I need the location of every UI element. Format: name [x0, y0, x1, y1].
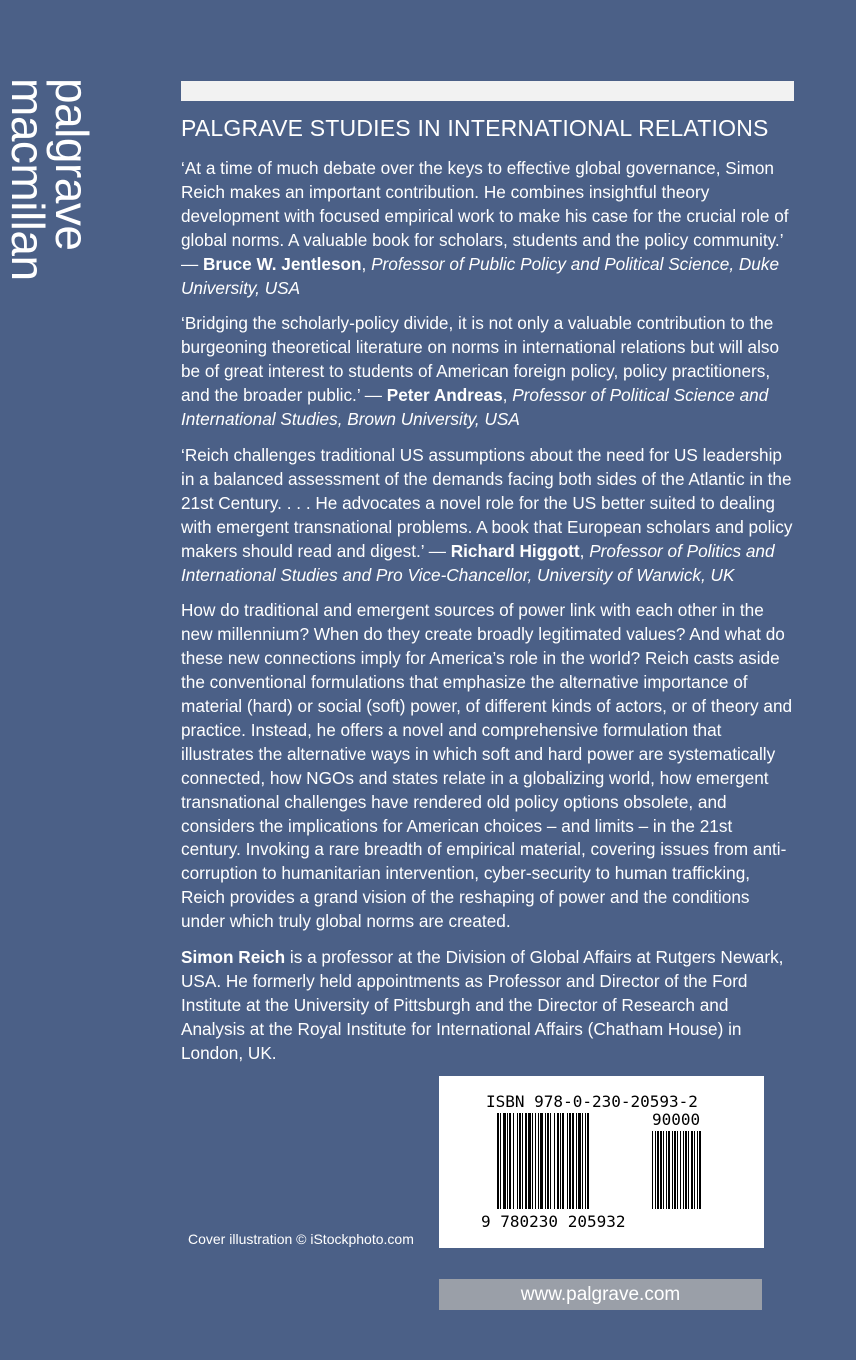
blurb-quote: ‘At a time of much debate over the keys to effective global governance, Simon Reich makes an important contribution. He combines insightful theory development with focused empirical work to make his case for the crucial role of global norms. A valuable book for scholars, students and the policy community.’ — — [181, 158, 789, 274]
website-url[interactable]: www.palgrave.com — [439, 1279, 762, 1310]
blurb-author: Peter Andreas — [386, 385, 503, 406]
barcode-box — [439, 1076, 764, 1248]
top-bar — [181, 81, 794, 101]
blurb-author: Richard Higgott — [450, 540, 580, 561]
author-bio-text: is a professor at the Division of Global Affairs at Rutgers Newark, USA. He formerly held appointments as Professor and Director of the Ford Institute at the University of Pittsburgh and the Director of Research and Analysis at the Royal Institute for International Affairs (Chatham House) in London, UK. — [181, 947, 784, 1063]
cover-credit: Cover illustration © iStockphoto.com — [188, 1231, 414, 1247]
author-name: Simon Reich — [181, 947, 286, 968]
blurb-affiliation: Professor of Politics and International Studies and Pro Vice-Chancellor, University of Warwick, UK — [181, 540, 775, 585]
blurb-quote: ‘Reich challenges traditional US assumptions about the need for US leadership in a balanced assessment of the demands facing both sides of the Atlantic in the 21st Century. . . . He advocates a novel role for the US better suited to dealing with emergent transnational problems. A book that European scholars and policy makers should read and digest.’ — — [181, 444, 793, 561]
author-bio — [181, 946, 795, 1066]
blurb-separator: , — [361, 253, 372, 274]
ean-digits: 9 780230 205932 — [481, 1212, 626, 1231]
publisher-logo-line2: macmillan — [2, 78, 54, 281]
blurb-quote: ‘Bridging the scholarly-policy divide, it is not only a valuable contribution to the burgeoning theoretical literature on norms in international relations but will also be of great interest to students of American foreign policy, policy practitioners, and the broader public.’ — — [181, 313, 780, 406]
publisher-logo — [2, 78, 140, 281]
blurb-affiliation: Professor of Public Policy and Political Science, Duke University, USA — [181, 253, 780, 298]
price-code: 90000 — [652, 1110, 701, 1129]
blurb-separator: , — [502, 385, 513, 406]
series-title: PALGRAVE STUDIES IN INTERNATIONAL RELATIONS — [181, 115, 769, 141]
isbn-label: ISBN 978-0-230-20593-2 — [486, 1092, 698, 1111]
blurb-separator: , — [579, 540, 590, 561]
book-description: How do traditional and emergent sources of power link with each other in the new millennium? When do they create broadly legitimated values? And what do these new connections imply for America’s role in the world? Reich casts aside the conventional formulations that emphasize the alternative importance of material (hard) or social (soft) power, of different kinds of actors, or of theory and practice. Instead, he offers a novel and comprehensive formulation that illustrates the alternative ways in which soft and hard power are systematically connected, how NGOs and states relate in a globalizing world, how emergent transnational challenges have rendered old policy options obsolete, and considers the implications for American choices – and limits – in the 21st century. Invoking a rare breadth of empirical material, covering issues from anti-corruption to humanitarian intervention, cyber-security to human trafficking, Reich provides a grand vision of the reshaping of power and the conditions under which truly global norms are created. — [181, 600, 793, 932]
blurb — [181, 312, 795, 432]
back-cover-text — [181, 157, 795, 1078]
blurb — [181, 444, 795, 587]
publisher-logo-line1: palgrave — [46, 78, 98, 251]
blurb-affiliation: Professor of Political Science and International Studies, Brown University, USA — [181, 385, 769, 430]
blurb — [181, 157, 795, 300]
blurb-author: Bruce W. Jentleson — [202, 253, 362, 274]
